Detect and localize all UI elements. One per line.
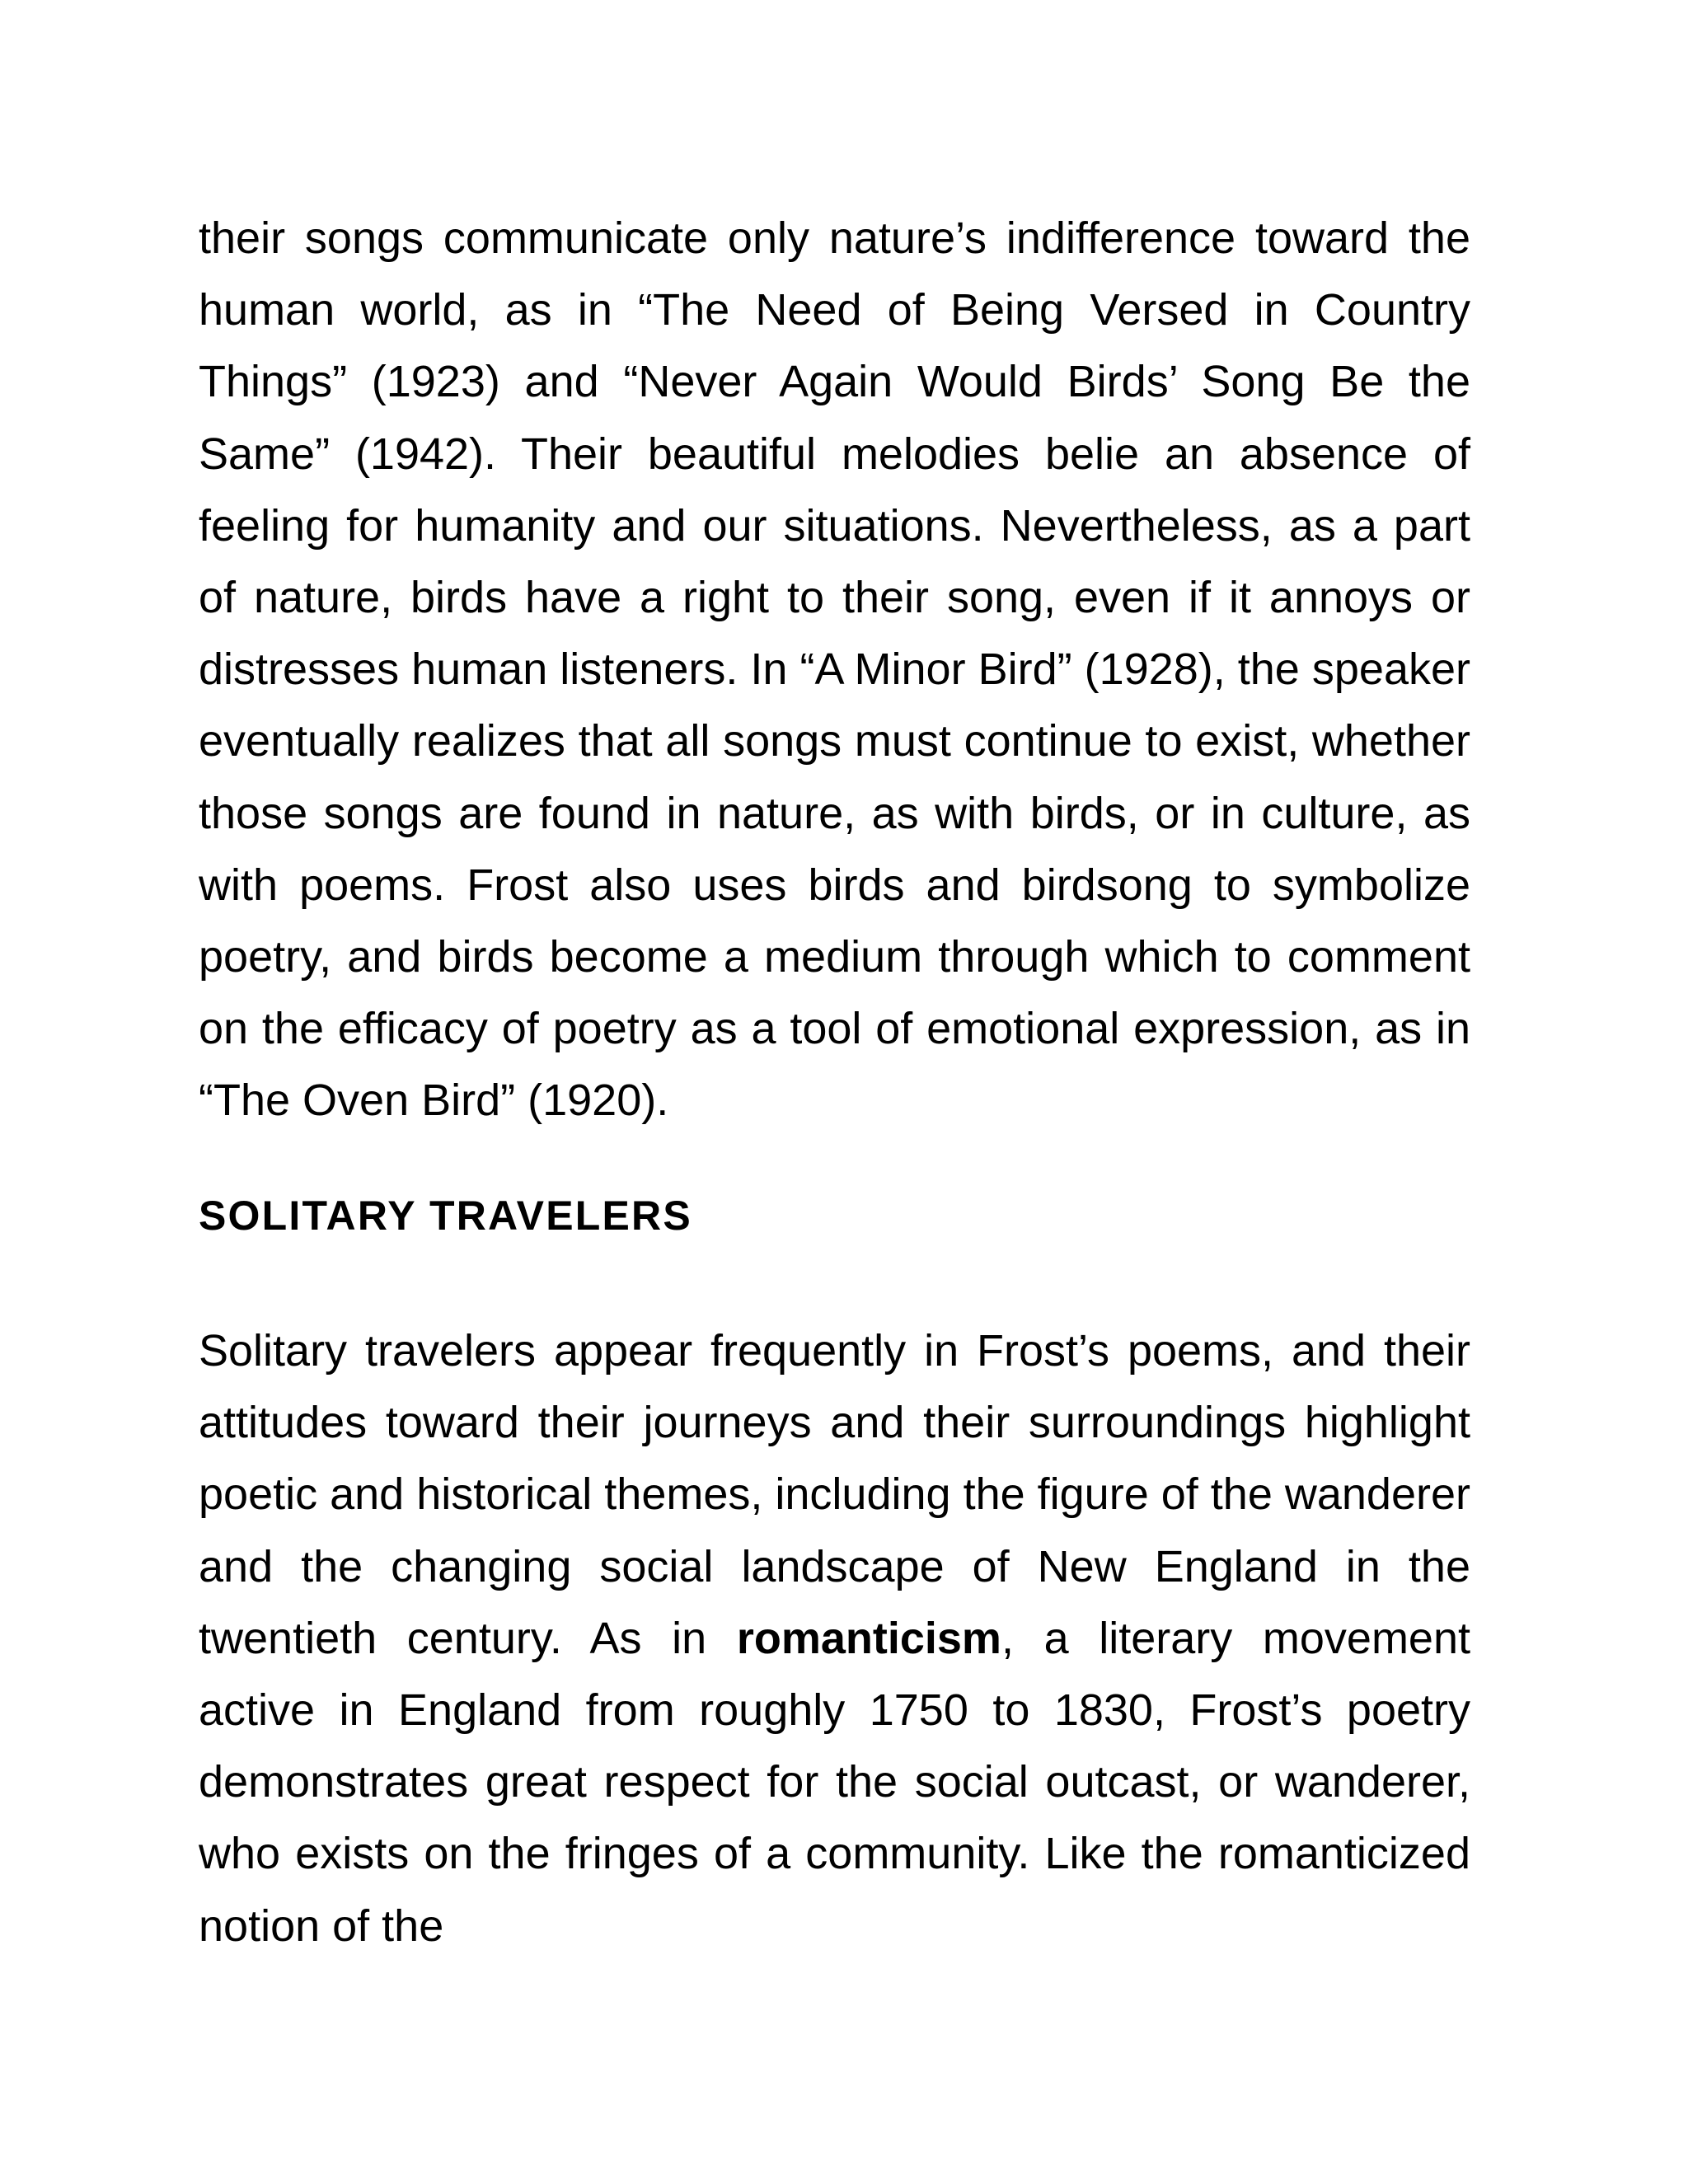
section-heading: SOLITARY TRAVELERS xyxy=(199,1193,692,1239)
body-paragraph-birdsong: their songs communicate only nature’s indifference toward the human world, as in “The Need of Being Versed in Country Things” (1923) and “Never Again Would Birds’ Song Be the Same” (1942). Their beautiful melodies belie an absence of feeling for humanity and our situations. Nevertheless, as a part of nature, birds have a right to their song, even if it annoys or distresses human listeners. In “A Minor Bird” (1928), the speaker eventually realizes that all songs must continue to exist, whether those songs are found in nature, as with birds, or in culture, as with poems. Frost also uses birds and birdsong to symbolize poetry, and birds become a medium through which to comment on the efficacy of poetry as a tool of emotional expression, as in “The Oven Bird” (1920). xyxy=(199,213,1470,1126)
paragraph-text-after-term: , a literary movement active in England from roughly 1750 to 1830, Frost’s poetry demonstrates great respect for the social outcast, or wanderer, who exists on the fringes of a community. Like the romanticized notion of the xyxy=(199,1613,1470,1951)
body-paragraph-solitary-travelers xyxy=(199,1315,1470,1962)
bold-term-romanticism: romanticism xyxy=(736,1613,1001,1663)
paragraph-text-before-term: Solitary travelers appear frequently in Frost’s poems, and their attitudes toward their journeys and their surroundings highlight poetic and historical themes, including the figure of the wanderer and the changing social landscape of New England in the twentieth century. As in xyxy=(199,1326,1470,1663)
